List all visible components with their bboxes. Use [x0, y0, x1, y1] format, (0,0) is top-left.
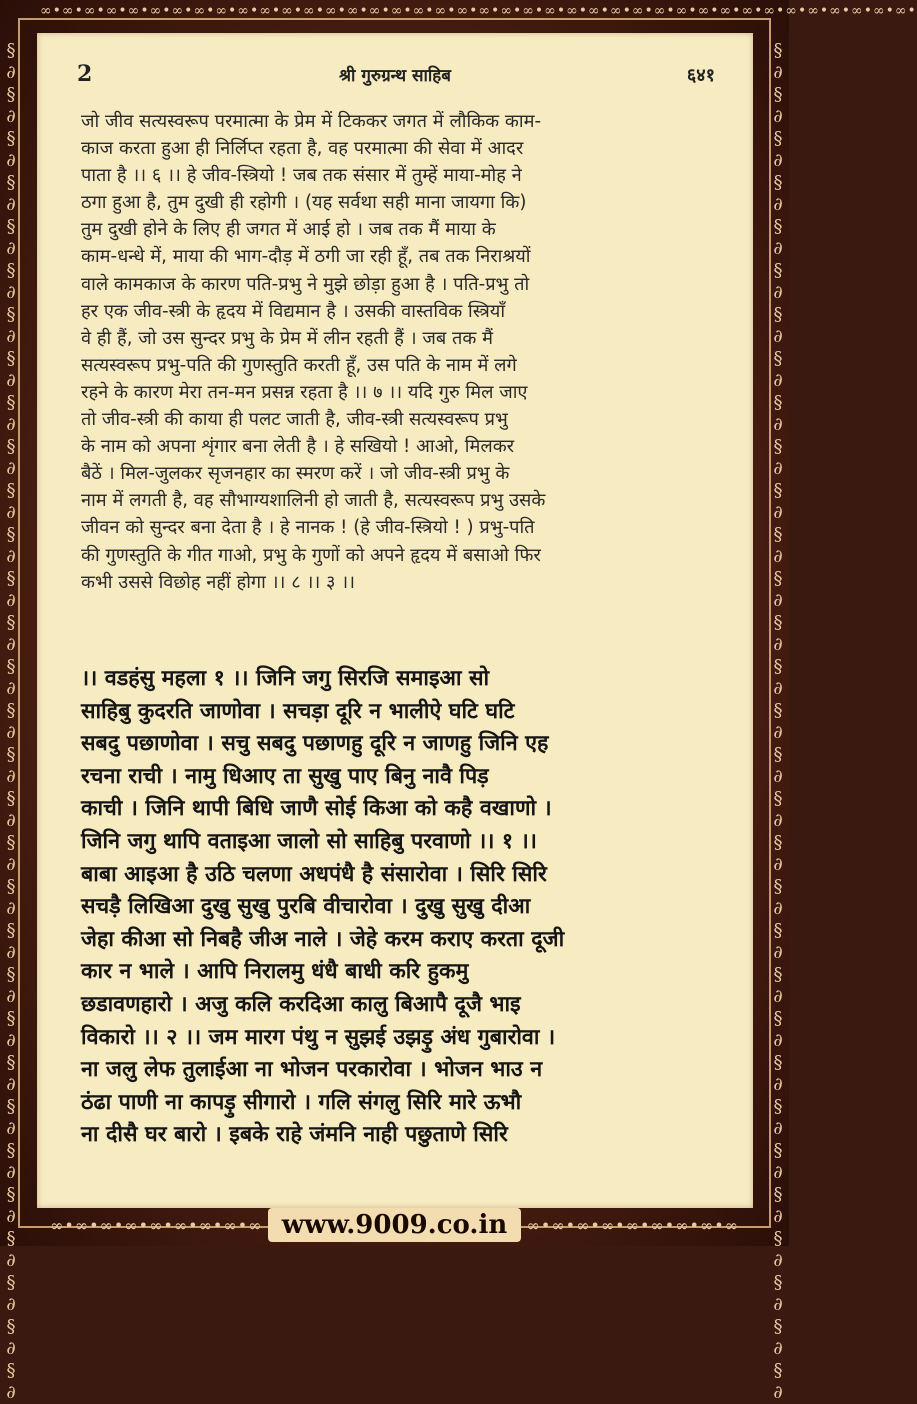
translation-line: तुम दुखी होने के लिए ही जगत में आई हो । जब तक मैं माया के	[81, 219, 496, 241]
page-title: श्री गुरुग्रन्थ साहिब	[338, 66, 452, 86]
translation-line: ठगा हुआ है, तुम दुखी ही रहोगी । (यह सर्वथा सही माना जायगा कि)	[81, 192, 527, 214]
left-ornament: § ∂ § ∂ § ∂ § ∂ § ∂ § ∂ § ∂ § ∂ § ∂ § ∂ § ∂ § ∂ § ∂ § ∂ § ∂ § ∂ § ∂ § ∂ § ∂ § ∂ § ∂ § ∂ § ∂ § ∂ § ∂ § ∂ § ∂ § ∂ § ∂ § ∂ § ∂	[6, 40, 16, 1403]
translation-line: वे ही हैं, जो उस सुन्दर प्रभु के प्रेम में लीन रहती हैं । जब तक मैं	[81, 327, 494, 349]
footer-ornament-left: ∞•∞•∞•∞•∞•∞•∞•∞•∞	[50, 1216, 263, 1235]
gurbani-line: काची । जिनि थापी बिधि जाणै सोई किआ को कहै वखाणो ।	[81, 796, 552, 822]
gurbani-line: छडावणहारो । अजु कलि करदिआ कालु बिआपै दूजै भाइ	[81, 991, 521, 1017]
translation-line: तो जीव-स्त्री की काया ही पलट जाती है, जीव-स्त्री सत्यस्वरूप प्रभु	[81, 409, 508, 431]
gurbani-line: बाबा आइआ है उठि चलणा अधपंधै है संसारोवा । सिरि सिरि	[81, 861, 547, 887]
translation-line: रहने के कारण मेरा तन-मन प्रसन्न रहता है ।। ७ ।। यदि गुरु मिल जाए	[81, 381, 528, 403]
hindi-translation	[81, 108, 731, 596]
footer-ornament-right: ∞•∞•∞•∞•∞•∞•∞•∞•∞	[526, 1216, 739, 1235]
gurbani-verses	[81, 663, 731, 1152]
gurbani-line: कार न भाले । आपि निरालमु धंधै बाधी करि हुकमु	[81, 959, 469, 985]
gurbani-line: जिनि जगु थापि वताइआ जालो सो साहिबु परवाणो ।। १ ।।	[81, 828, 537, 854]
translation-line: के नाम को अपना शृंगार बना लेती है । हे सखियो ! आओ, मिलकर	[81, 436, 515, 458]
gurbani-line: साहिबु कुदरति जाणोवा । सचड़ा दूरि न भालीऐ घटि घटि	[81, 698, 515, 724]
page-number: 2	[77, 61, 93, 87]
translation-line: बैठें । मिल-जुलकर सृजनहार का स्मरण करें । जो जीव-स्त्री प्रभु के	[81, 463, 510, 485]
translation-line: काम-धन्धे में, माया की भाग-दौड़ में ठगी जा रही हूँ, तब तक निराश्रयों	[81, 246, 531, 268]
gurbani-line: रचना राची । नामु धिआए ता सुखु पाए बिनु नावै पिड़	[81, 763, 489, 789]
translation-line: हर एक जीव-स्त्री के हृदय में विद्यमान है । उसकी वास्तविक स्त्रियाँ	[81, 300, 506, 322]
scripture-page	[37, 33, 753, 1208]
top-ornament: ∞•∞•∞•∞•∞•∞•∞•∞•∞•∞•∞•∞•∞•∞•∞•∞•∞•∞•∞•∞•∞•∞•∞•∞•∞•∞•∞•∞•∞•∞•∞•∞•∞•∞•∞•∞•∞•∞•∞•∞•	[40, 3, 917, 19]
gurbani-line: विकारो ।। २ ।। जम मारग पंथु न सुझई उझड़ु अंध गुबारोवा ।	[81, 1024, 556, 1050]
translation-line: वाले कामकाज के कारण पति-प्रभु ने मुझे छोड़ा हुआ है । पति-प्रभु तो	[81, 273, 530, 295]
gurbani-line: ना जलु लेफ तुलाईआ ना भोजन परकारोवा । भोजन भाउ न	[81, 1057, 543, 1083]
translation-line: नाम में लगती है, वह सौभाग्यशालिनी हो जाती है, सत्यस्वरूप प्रभु उसके	[81, 490, 546, 512]
footer-bar	[40, 1208, 749, 1244]
translation-line: की गुणस्तुति के गीत गाओ, प्रभु के गुणों को अपने हृदय में बसाओ फिर	[81, 544, 541, 566]
translation-line: काज करता हुआ ही निर्लिप्त रहता है, वह परमात्मा की सेवा में आदर	[81, 138, 524, 160]
translation-line: पाता है ।। ६ ।। हे जीव-स्त्रियो ! जब तक संसार में तुम्हें माया-मोह ने	[81, 165, 522, 187]
gurbani-line: ।। वडहंसु महला १ ।। जिनि जगु सिरजि समाइआ सो	[81, 666, 490, 691]
right-ornament: § ∂ § ∂ § ∂ § ∂ § ∂ § ∂ § ∂ § ∂ § ∂ § ∂ § ∂ § ∂ § ∂ § ∂ § ∂ § ∂ § ∂ § ∂ § ∂ § ∂ § ∂ § ∂ § ∂ § ∂ § ∂ § ∂ § ∂ § ∂ § ∂ § ∂ § ∂	[773, 40, 783, 1403]
website-link[interactable]: www.9009.co.in	[268, 1208, 522, 1242]
gurbani-line: जेहा कीआ सो निबहै जीअ नाले । जेहे करम कराए करता दूजी	[81, 926, 565, 952]
ang-number: ६४१	[686, 65, 715, 86]
translation-line: कभी उससे विछोह नहीं होगा ।। ८ ।। ३ ।।	[81, 571, 356, 593]
gurbani-line: ठंढा पाणी ना कापड़ु सीगारो । गलि संगलु सिरि मारे ऊभौ	[81, 1089, 522, 1115]
translation-line: जो जीव सत्यस्वरूप परमात्मा के प्रेम में टिककर जगत में लौकिक काम-	[81, 111, 542, 132]
gurbani-line: सबदु पछाणोवा । सचु सबदु पछाणहु दूरि न जाणहु जिनि एह	[81, 731, 549, 757]
gurbani-line: सचड़ै लिखिआ दुखु सुखु पुरबि वीचारोवा । दुखु सुखु दीआ	[81, 894, 531, 920]
gurbani-line: ना दीसै घर बारो । इबके राहे जंमनि नाही पछुताणे सिरि	[81, 1122, 508, 1148]
translation-line: सत्यस्वरूप प्रभु-पति की गुणस्तुति करती हूँ, उस पति के नाम में लगे	[81, 354, 517, 376]
page-header	[37, 61, 753, 91]
translation-line: जीवन को सुन्दर बना देता है । हे नानक ! (हे जीव-स्त्रियो ! ) प्रभु-पति	[81, 517, 535, 539]
